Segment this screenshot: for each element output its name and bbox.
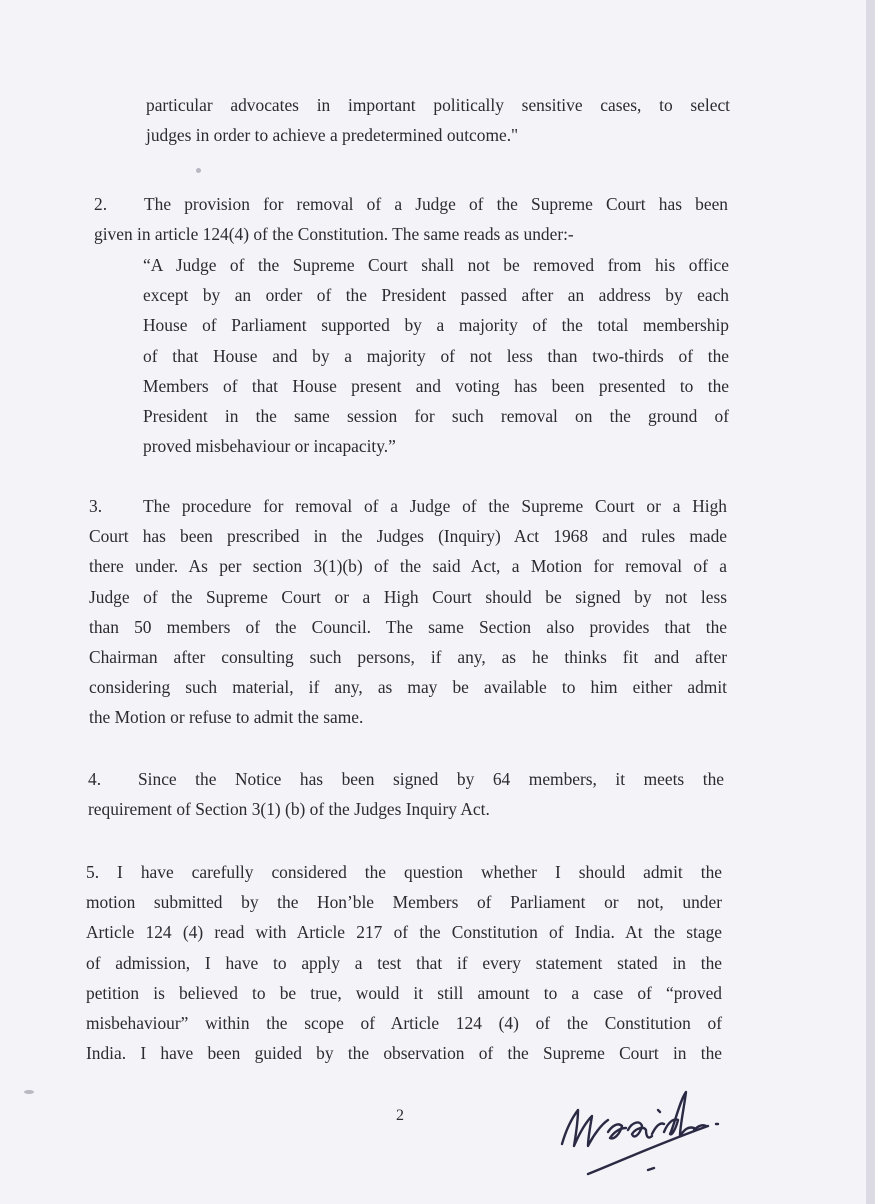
text-line: given in article 124(4) of the Constitution. The same reads as under:- xyxy=(94,224,574,245)
scan-speck xyxy=(24,1090,34,1094)
text-line: except by an order of the President passed after an address by each xyxy=(143,285,729,306)
signature-icon xyxy=(548,1082,738,1177)
paragraph-4 xyxy=(88,764,724,824)
text-line xyxy=(94,189,730,219)
text-line: House of Parliament supported by a majority of the total membership xyxy=(143,315,729,336)
quoted-article xyxy=(143,250,729,461)
text-line: judges in order to achieve a predetermined outcome." xyxy=(146,125,519,146)
text-line: 5. I have carefully considered the question whether I should admit the xyxy=(86,862,722,882)
text-line: of that House and by a majority of not less than two-thirds of the xyxy=(143,345,729,366)
text-line: requirement of Section 3(1) (b) of the Judges Inquiry Act. xyxy=(88,799,490,820)
text-line xyxy=(88,764,724,794)
text-line: than 50 members of the Council. The same Section also provides that the xyxy=(89,616,727,637)
paragraph-2 xyxy=(94,189,730,249)
text-line: particular advocates in important politically sensitive cases, to select xyxy=(146,95,730,115)
paragraph-number: 3. xyxy=(89,496,103,516)
text-line: Article 124 (4) read with Article 217 of the Constitution of India. At the stage xyxy=(86,922,722,943)
text-line: petition is believed to be true, would it still amount to a case of “proved xyxy=(86,982,722,1003)
paragraph-3 xyxy=(89,491,727,733)
text-segment: Since the Notice has been signed by 64 members, it meets the xyxy=(138,769,724,789)
text-line: there under. As per section 3(1)(b) of the said Act, a Motion for removal of a xyxy=(89,556,727,577)
paragraph-number: 4. xyxy=(88,769,102,789)
text-line: President in the same session for such removal on the ground of xyxy=(143,406,729,427)
text-line: Members of that House present and voting has been presented to the xyxy=(143,375,729,396)
text-line: motion submitted by the Hon’ble Members of Parliament or not, under xyxy=(86,892,722,913)
text-line: “A Judge of the Supreme Court shall not be removed from his office xyxy=(143,255,729,275)
paragraph-number: 2. xyxy=(94,194,108,214)
text-line: Chairman after consulting such persons, if any, as he thinks fit and after xyxy=(89,647,727,668)
text-line: proved misbehaviour or incapacity.” xyxy=(143,436,396,457)
intro-continuation xyxy=(146,90,730,150)
page-edge xyxy=(866,0,875,1204)
text-line xyxy=(89,491,727,521)
scan-speck xyxy=(196,168,201,173)
text-line: India. I have been guided by the observation of the Supreme Court in the xyxy=(86,1043,722,1064)
page-number: 2 xyxy=(396,1107,404,1124)
text-segment: The procedure for removal of a Judge of the Supreme Court or a High xyxy=(143,496,727,516)
text-line: Judge of the Supreme Court or a High Court should be signed by not less xyxy=(89,586,727,607)
text-line: Court has been prescribed in the Judges (Inquiry) Act 1968 and rules made xyxy=(89,526,727,547)
text-line: misbehaviour” within the scope of Article 124 (4) of the Constitution of xyxy=(86,1013,722,1034)
paragraph-5 xyxy=(86,857,722,1068)
text-segment: The provision for removal of a Judge of the Supreme Court has been xyxy=(144,194,728,214)
text-line: of admission, I have to apply a test that if every statement stated in the xyxy=(86,952,722,973)
text-line: the Motion or refuse to admit the same. xyxy=(89,707,364,728)
text-line: considering such material, if any, as may be available to him either admit xyxy=(89,677,727,698)
